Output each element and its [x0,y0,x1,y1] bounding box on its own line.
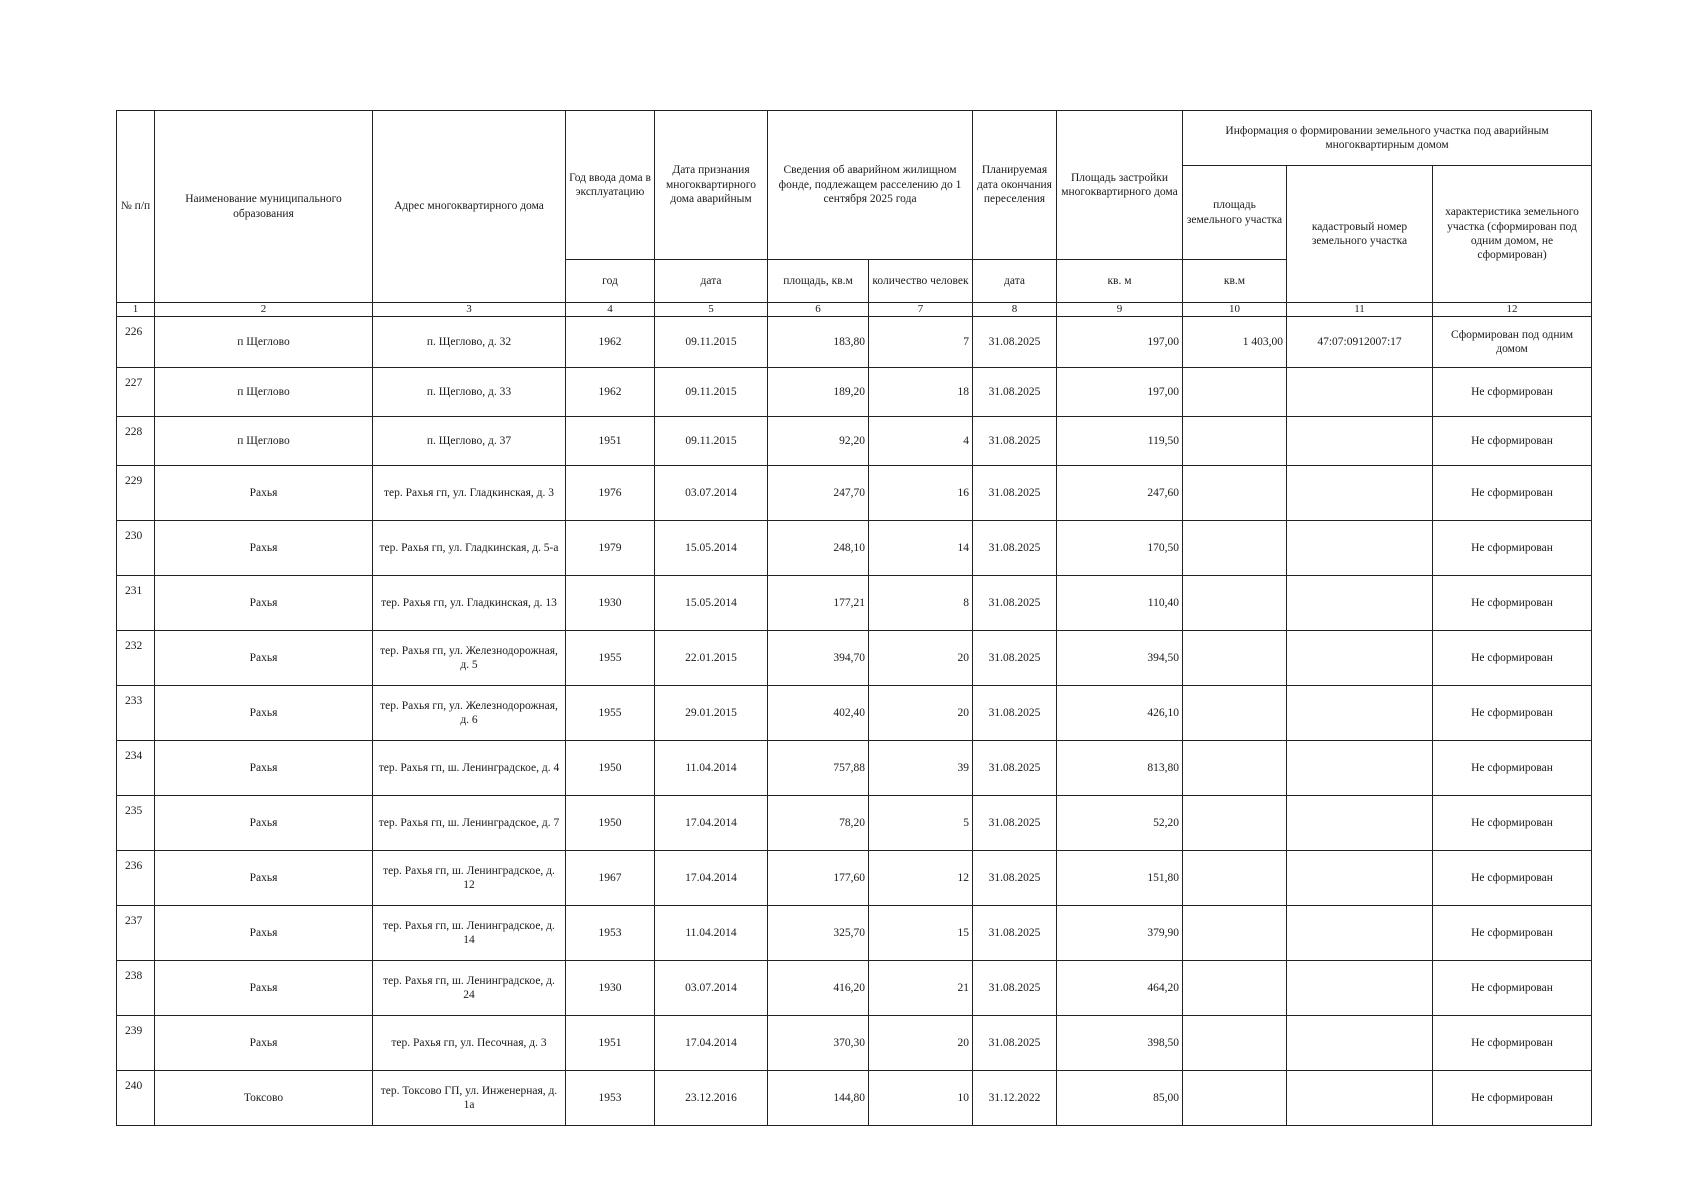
cell-people-count: 4 [869,417,973,466]
emergency-housing-table [116,110,1592,1126]
cell-building-area: 170,50 [1057,521,1183,576]
header-cadastral: кадастровый номер земельного участка [1287,166,1433,303]
cell-cadastral-number [1287,631,1433,686]
header-emergency-fund: Сведения об аварийном жилищном фонде, подлежащем расселению до 1 сентября 2025 года [768,111,973,260]
cell-municipality: Рахья [155,466,373,521]
cell-land-status: Не сформирован [1433,741,1592,796]
cell-land-status: Сформирован под одним домом [1433,317,1592,368]
cell-year-built: 1950 [566,741,655,796]
cell-building-area: 197,00 [1057,368,1183,417]
cell-year-built: 1930 [566,576,655,631]
cell-municipality: Рахья [155,631,373,686]
cell-area: 144,80 [768,1071,869,1126]
cell-building-area: 110,40 [1057,576,1183,631]
cell-people-count: 14 [869,521,973,576]
cell-land-status: Не сформирован [1433,1071,1592,1126]
cell-emergency-date: 09.11.2015 [655,417,768,466]
table-row [117,317,1592,368]
cell-area: 177,60 [768,851,869,906]
table-row [117,796,1592,851]
header-planned-date: Планируемая дата окончания переселения [973,111,1057,260]
cell-people-count: 16 [869,466,973,521]
cell-row-number: 237 [117,906,155,961]
cell-land-area [1183,631,1287,686]
cell-land-area [1183,417,1287,466]
cell-land-status: Не сформирован [1433,851,1592,906]
cell-land-area [1183,466,1287,521]
cell-municipality: Рахья [155,961,373,1016]
cell-land-status: Не сформирован [1433,961,1592,1016]
cell-emergency-date: 15.05.2014 [655,576,768,631]
cell-planned-date: 31.08.2025 [973,466,1057,521]
cell-municipality: п Щеглово [155,317,373,368]
cell-address: тер. Токсово ГП, ул. Инженерная, д. 1а [373,1071,566,1126]
cell-land-area [1183,1016,1287,1071]
cell-area: 402,40 [768,686,869,741]
cell-row-number: 236 [117,851,155,906]
table-row [117,906,1592,961]
cell-cadastral-number [1287,961,1433,1016]
cell-row-number: 233 [117,686,155,741]
cell-land-status: Не сформирован [1433,906,1592,961]
cell-cadastral-number [1287,417,1433,466]
cell-emergency-date: 17.04.2014 [655,1016,768,1071]
cell-row-number: 228 [117,417,155,466]
cell-people-count: 20 [869,1016,973,1071]
cell-area: 92,20 [768,417,869,466]
cell-cadastral-number [1287,368,1433,417]
cell-municipality: Рахья [155,1016,373,1071]
cell-area: 248,10 [768,521,869,576]
cell-area: 325,70 [768,906,869,961]
cell-emergency-date: 03.07.2014 [655,961,768,1016]
cell-address: тер. Рахья гп, ш. Ленинградское, д. 14 [373,906,566,961]
header-municipality: Наименование муниципального образования [155,111,373,303]
table-row [117,576,1592,631]
cell-year-built: 1967 [566,851,655,906]
cell-people-count: 12 [869,851,973,906]
cell-year-built: 1953 [566,1071,655,1126]
cell-people-count: 20 [869,631,973,686]
cell-cadastral-number [1287,851,1433,906]
cell-planned-date: 31.08.2025 [973,796,1057,851]
cell-address: тер. Рахья гп, ш. Ленинградское, д. 24 [373,961,566,1016]
cell-emergency-date: 17.04.2014 [655,851,768,906]
cell-address: п. Щеглово, д. 32 [373,317,566,368]
cell-row-number: 230 [117,521,155,576]
cell-area: 247,70 [768,466,869,521]
unit-people: количество человек [869,260,973,303]
cell-planned-date: 31.08.2025 [973,317,1057,368]
cell-municipality: Рахья [155,906,373,961]
cell-land-area [1183,851,1287,906]
cell-planned-date: 31.08.2025 [973,851,1057,906]
cell-land-area [1183,961,1287,1016]
cell-row-number: 235 [117,796,155,851]
cell-municipality: Рахья [155,796,373,851]
table-header [117,111,1592,317]
cell-building-area: 85,00 [1057,1071,1183,1126]
cell-building-area: 52,20 [1057,796,1183,851]
column-number: 7 [869,303,973,317]
header-address: Адрес многоквартирного дома [373,111,566,303]
column-number: 1 [117,303,155,317]
cell-planned-date: 31.08.2025 [973,686,1057,741]
column-number: 4 [566,303,655,317]
cell-address: тер. Рахья гп, ш. Ленинградское, д. 12 [373,851,566,906]
table-row [117,521,1592,576]
cell-year-built: 1950 [566,796,655,851]
cell-municipality: п Щеглово [155,417,373,466]
cell-building-area: 119,50 [1057,417,1183,466]
cell-year-built: 1962 [566,368,655,417]
cell-building-area: 813,80 [1057,741,1183,796]
cell-row-number: 227 [117,368,155,417]
cell-cadastral-number [1287,1071,1433,1126]
cell-row-number: 226 [117,317,155,368]
cell-area: 189,20 [768,368,869,417]
cell-year-built: 1955 [566,631,655,686]
cell-address: тер. Рахья гп, ул. Гладкинская, д. 5-а [373,521,566,576]
cell-emergency-date: 23.12.2016 [655,1071,768,1126]
cell-address: тер. Рахья гп, ш. Ленинградское, д. 7 [373,796,566,851]
cell-municipality: Рахья [155,521,373,576]
column-number: 9 [1057,303,1183,317]
cell-emergency-date: 17.04.2014 [655,796,768,851]
cell-cadastral-number [1287,466,1433,521]
cell-municipality: Рахья [155,851,373,906]
cell-municipality: Рахья [155,576,373,631]
cell-emergency-date: 29.01.2015 [655,686,768,741]
unit-build-area: кв. м [1057,260,1183,303]
cell-land-area [1183,741,1287,796]
cell-emergency-date: 11.04.2014 [655,906,768,961]
cell-land-area [1183,521,1287,576]
cell-emergency-date: 22.01.2015 [655,631,768,686]
cell-year-built: 1930 [566,961,655,1016]
cell-land-area: 1 403,00 [1183,317,1287,368]
cell-address: п. Щеглово, д. 33 [373,368,566,417]
column-number: 6 [768,303,869,317]
cell-municipality: п Щеглово [155,368,373,417]
cell-planned-date: 31.12.2022 [973,1071,1057,1126]
cell-land-area [1183,686,1287,741]
cell-row-number: 234 [117,741,155,796]
unit-land-area: кв.м [1183,260,1287,303]
cell-row-number: 239 [117,1016,155,1071]
cell-address: тер. Рахья гп, ш. Ленинградское, д. 4 [373,741,566,796]
cell-people-count: 20 [869,686,973,741]
cell-municipality: Токсово [155,1071,373,1126]
cell-people-count: 15 [869,906,973,961]
cell-planned-date: 31.08.2025 [973,631,1057,686]
cell-land-status: Не сформирован [1433,631,1592,686]
header-date-emergency: Дата признания многоквартирного дома аварийным [655,111,768,260]
header-year-built: Год ввода дома в эксплуатацию [566,111,655,260]
cell-address: тер. Рахья гп, ул. Песочная, д. 3 [373,1016,566,1071]
cell-area: 78,20 [768,796,869,851]
cell-cadastral-number: 47:07:0912007:17 [1287,317,1433,368]
cell-land-area [1183,906,1287,961]
cell-land-status: Не сформирован [1433,1016,1592,1071]
cell-emergency-date: 09.11.2015 [655,317,768,368]
cell-year-built: 1962 [566,317,655,368]
cell-year-built: 1955 [566,686,655,741]
cell-people-count: 39 [869,741,973,796]
cell-land-status: Не сформирован [1433,686,1592,741]
table-row [117,741,1592,796]
header-land-status: характеристика земельного участка (сформирован под одним домом, не сформирован) [1433,166,1592,303]
unit-date: дата [655,260,768,303]
column-number: 2 [155,303,373,317]
cell-cadastral-number [1287,741,1433,796]
cell-address: тер. Рахья гп, ул. Гладкинская, д. 13 [373,576,566,631]
cell-land-area [1183,1071,1287,1126]
cell-land-status: Не сформирован [1433,368,1592,417]
cell-people-count: 10 [869,1071,973,1126]
cell-building-area: 394,50 [1057,631,1183,686]
header-land-info: Информация о формировании земельного участка под аварийным многоквартирным домом [1183,111,1592,166]
cell-land-status: Не сформирован [1433,576,1592,631]
cell-emergency-date: 09.11.2015 [655,368,768,417]
cell-year-built: 1976 [566,466,655,521]
cell-planned-date: 31.08.2025 [973,906,1057,961]
table-row [117,1016,1592,1071]
cell-area: 183,80 [768,317,869,368]
header-land-area: площадь земельного участка [1183,166,1287,260]
cell-cadastral-number [1287,576,1433,631]
table-row [117,851,1592,906]
cell-people-count: 18 [869,368,973,417]
unit-area: площадь, кв.м [768,260,869,303]
cell-area: 416,20 [768,961,869,1016]
cell-planned-date: 31.08.2025 [973,368,1057,417]
table-row [117,961,1592,1016]
cell-row-number: 232 [117,631,155,686]
cell-row-number: 240 [117,1071,155,1126]
cell-building-area: 247,60 [1057,466,1183,521]
cell-planned-date: 31.08.2025 [973,741,1057,796]
cell-address: тер. Рахья гп, ул. Железнодорожная, д. 5 [373,631,566,686]
header-building-area: Площадь застройки многоквартирного дома [1057,111,1183,260]
cell-row-number: 238 [117,961,155,1016]
cell-planned-date: 31.08.2025 [973,1016,1057,1071]
cell-emergency-date: 03.07.2014 [655,466,768,521]
cell-land-status: Не сформирован [1433,796,1592,851]
table-row [117,686,1592,741]
cell-building-area: 464,20 [1057,961,1183,1016]
cell-building-area: 379,90 [1057,906,1183,961]
cell-address: п. Щеглово, д. 37 [373,417,566,466]
table-row [117,631,1592,686]
cell-planned-date: 31.08.2025 [973,417,1057,466]
cell-land-area [1183,368,1287,417]
cell-emergency-date: 11.04.2014 [655,741,768,796]
header-number: № п/п [117,111,155,303]
cell-building-area: 426,10 [1057,686,1183,741]
cell-cadastral-number [1287,1016,1433,1071]
cell-building-area: 398,50 [1057,1016,1183,1071]
cell-year-built: 1951 [566,417,655,466]
table-row [117,368,1592,417]
column-number: 8 [973,303,1057,317]
table-row [117,417,1592,466]
cell-municipality: Рахья [155,741,373,796]
cell-planned-date: 31.08.2025 [973,576,1057,631]
column-number-row [117,303,1592,317]
cell-emergency-date: 15.05.2014 [655,521,768,576]
column-number: 3 [373,303,566,317]
cell-land-area [1183,796,1287,851]
cell-planned-date: 31.08.2025 [973,961,1057,1016]
column-number: 12 [1433,303,1592,317]
cell-cadastral-number [1287,906,1433,961]
cell-land-status: Не сформирован [1433,466,1592,521]
table-row [117,466,1592,521]
table-row [117,1071,1592,1126]
cell-planned-date: 31.08.2025 [973,521,1057,576]
cell-address: тер. Рахья гп, ул. Железнодорожная, д. 6 [373,686,566,741]
cell-area: 757,88 [768,741,869,796]
cell-year-built: 1951 [566,1016,655,1071]
cell-building-area: 151,80 [1057,851,1183,906]
cell-people-count: 5 [869,796,973,851]
column-number: 5 [655,303,768,317]
cell-cadastral-number [1287,796,1433,851]
cell-row-number: 229 [117,466,155,521]
cell-area: 394,70 [768,631,869,686]
cell-municipality: Рахья [155,686,373,741]
cell-year-built: 1953 [566,906,655,961]
cell-area: 370,30 [768,1016,869,1071]
cell-building-area: 197,00 [1057,317,1183,368]
cell-cadastral-number [1287,521,1433,576]
unit-plan-date: дата [973,260,1057,303]
cell-address: тер. Рахья гп, ул. Гладкинская, д. 3 [373,466,566,521]
column-number: 11 [1287,303,1433,317]
cell-people-count: 7 [869,317,973,368]
table-body [117,317,1592,1126]
cell-area: 177,21 [768,576,869,631]
cell-year-built: 1979 [566,521,655,576]
unit-year: год [566,260,655,303]
column-number: 10 [1183,303,1287,317]
cell-people-count: 8 [869,576,973,631]
cell-land-status: Не сформирован [1433,521,1592,576]
cell-land-status: Не сформирован [1433,417,1592,466]
cell-cadastral-number [1287,686,1433,741]
cell-people-count: 21 [869,961,973,1016]
cell-land-area [1183,576,1287,631]
cell-row-number: 231 [117,576,155,631]
